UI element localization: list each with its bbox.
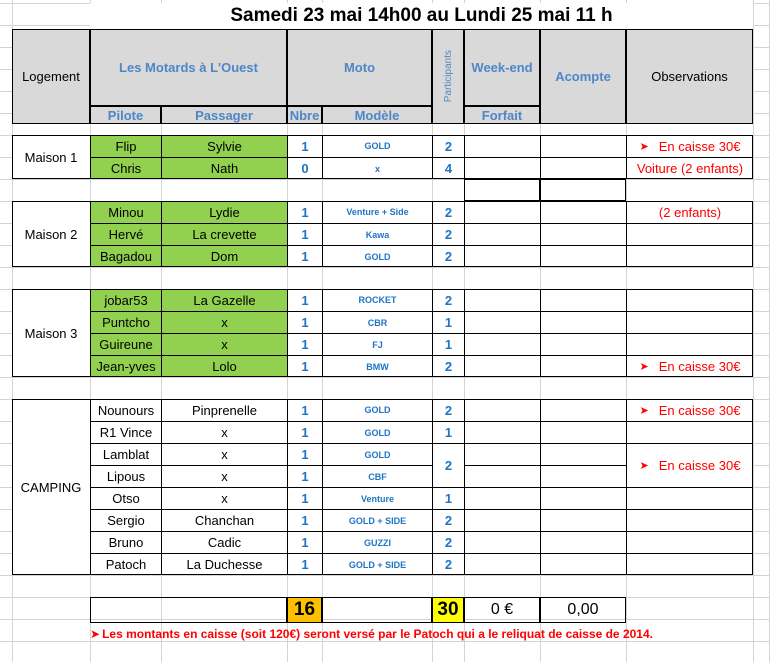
cell-passager[interactable]: x: [161, 311, 287, 333]
cell-pilote[interactable]: Guireune: [90, 333, 161, 355]
cell-pilote[interactable]: Bagadou: [90, 245, 161, 267]
cell-pilote[interactable]: Bruno: [90, 531, 161, 553]
cell-weekend[interactable]: [464, 157, 540, 179]
cell-acompte[interactable]: [540, 289, 626, 311]
cell-weekend[interactable]: [464, 355, 540, 377]
group-name[interactable]: Maison 2: [24, 226, 78, 242]
cell-weekend[interactable]: [464, 135, 540, 157]
cell-observations[interactable]: [626, 487, 753, 509]
cell-acompte[interactable]: [540, 443, 626, 465]
total-acompte[interactable]: 0,00: [540, 597, 626, 623]
cell-acompte[interactable]: [540, 355, 626, 377]
cell-observations[interactable]: [626, 223, 753, 245]
sheet-title[interactable]: Samedi 23 mai 14h00 au Lundi 25 mai 11 h: [90, 3, 753, 29]
cell-nbre[interactable]: 1: [287, 245, 322, 267]
cell-pilote[interactable]: Minou: [90, 201, 161, 223]
cell-participants[interactable]: 2: [432, 201, 464, 223]
cell-pilote[interactable]: Sergio: [90, 509, 161, 531]
cell-pilote[interactable]: Flip: [90, 135, 161, 157]
cell-participants[interactable]: 2: [432, 553, 464, 575]
cell-acompte[interactable]: [540, 201, 626, 223]
cell-nbre[interactable]: 1: [287, 487, 322, 509]
header-participants[interactable]: [432, 29, 464, 124]
cell-modele[interactable]: GOLD: [322, 421, 432, 443]
cell-passager[interactable]: Cadic: [161, 531, 287, 553]
cell-participants[interactable]: 1: [432, 487, 464, 509]
cell-observations-merged[interactable]: [626, 443, 753, 487]
cell-passager[interactable]: Pinprenelle: [161, 399, 287, 421]
cell-observations[interactable]: [626, 157, 753, 179]
cell-acompte[interactable]: [540, 531, 626, 553]
cell-acompte[interactable]: [540, 333, 626, 355]
cell-weekend[interactable]: [464, 487, 540, 509]
cell-pilote[interactable]: Chris: [90, 157, 161, 179]
cell-acompte[interactable]: [540, 245, 626, 267]
observation-text: En caisse 30€: [658, 359, 741, 374]
cell-pilote[interactable]: Patoch: [90, 553, 161, 575]
observation-text: En caisse 30€: [658, 402, 741, 418]
cell-nbre[interactable]: 1: [287, 443, 322, 465]
cell-passager[interactable]: La Gazelle: [161, 289, 287, 311]
group-name[interactable]: Maison 3: [24, 325, 78, 341]
cell-weekend[interactable]: [464, 201, 540, 223]
cell-passager[interactable]: Nath: [161, 157, 287, 179]
cell-acompte[interactable]: [540, 421, 626, 443]
total-spacer[interactable]: [322, 597, 432, 623]
cell-observations[interactable]: [626, 201, 753, 223]
header-acompte[interactable]: Acompte: [540, 29, 626, 124]
cell-empty[interactable]: [464, 179, 540, 201]
cell-nbre[interactable]: 1: [287, 311, 322, 333]
observation-text: Voiture (2 enfants): [636, 161, 744, 176]
cell-pilote[interactable]: Nounours: [90, 399, 161, 421]
cell-nbre[interactable]: 1: [287, 201, 322, 223]
header-moto[interactable]: Moto: [287, 29, 432, 106]
cell-nbre[interactable]: 1: [287, 135, 322, 157]
header-nbre[interactable]: Nbre: [287, 106, 322, 124]
cell-nbre[interactable]: 1: [287, 223, 322, 245]
header-modele[interactable]: Modèle: [322, 106, 432, 124]
cell-modele[interactable]: GOLD: [322, 245, 432, 267]
group-name[interactable]: CAMPING: [20, 479, 82, 495]
header-group[interactable]: Les Motards à L'Ouest: [90, 29, 287, 106]
cell-observations[interactable]: [626, 553, 753, 575]
cell-acompte[interactable]: [540, 311, 626, 333]
footnote[interactable]: [90, 624, 770, 644]
cell-modele[interactable]: Venture + Side: [322, 201, 432, 223]
total-nbre[interactable]: 16: [287, 597, 322, 623]
cell-observations[interactable]: [626, 333, 753, 355]
cell-modele[interactable]: GUZZI: [322, 531, 432, 553]
cell-acompte[interactable]: [540, 553, 626, 575]
cell-weekend[interactable]: [464, 289, 540, 311]
cell-passager[interactable]: x: [161, 421, 287, 443]
cell-observations[interactable]: [626, 311, 753, 333]
cell-modele[interactable]: BMW: [322, 355, 432, 377]
footnote-text: Les montants en caisse (soit 120€) seront versé par le Patoch qui a le reliquat de caisse de 2014.: [102, 627, 653, 641]
total-spacer[interactable]: [90, 597, 287, 623]
cell-modele[interactable]: ROCKET: [322, 289, 432, 311]
cell-participants[interactable]: 2: [432, 245, 464, 267]
cell-participants[interactable]: 1: [432, 333, 464, 355]
cell-pilote[interactable]: Lamblat: [90, 443, 161, 465]
cell-observations[interactable]: [626, 421, 753, 443]
cell-acompte[interactable]: [540, 157, 626, 179]
cell-modele[interactable]: x: [322, 157, 432, 179]
cell-observations[interactable]: [626, 509, 753, 531]
arrow-icon: ➤: [639, 404, 649, 417]
header-logement[interactable]: Logement: [12, 29, 90, 124]
cell-passager[interactable]: Chanchan: [161, 509, 287, 531]
cell-modele[interactable]: Venture: [322, 487, 432, 509]
cell-pilote[interactable]: Lipous: [90, 465, 161, 487]
cell-modele[interactable]: GOLD + SIDE: [322, 553, 432, 575]
cell-participants[interactable]: 2: [432, 355, 464, 377]
header-weekend[interactable]: Week-end: [464, 29, 540, 106]
header-participants-label: Participants: [442, 50, 454, 103]
cell-participants[interactable]: 4: [432, 157, 464, 179]
arrow-icon: ➤: [90, 627, 101, 641]
observation-text: (2 enfants): [658, 204, 722, 220]
cell-pilote[interactable]: Hervé: [90, 223, 161, 245]
grid-line: [0, 267, 770, 268]
cell-observations[interactable]: [626, 245, 753, 267]
cell-acompte[interactable]: [540, 465, 626, 487]
arrow-icon: ➤: [639, 361, 649, 373]
arrow-icon: ➤: [639, 460, 649, 472]
cell-observations[interactable]: [626, 289, 753, 311]
cell-participants[interactable]: 2: [432, 399, 464, 421]
cell-participants[interactable]: 1: [432, 311, 464, 333]
total-weekend[interactable]: 0 €: [464, 597, 540, 623]
cell-modele[interactable]: GOLD: [322, 135, 432, 157]
total-participants[interactable]: 30: [432, 597, 464, 623]
cell-participants[interactable]: 2: [432, 223, 464, 245]
cell-nbre[interactable]: 1: [287, 465, 322, 487]
cell-passager[interactable]: La Duchesse: [161, 553, 287, 575]
cell-modele[interactable]: GOLD: [322, 399, 432, 421]
cell-modele[interactable]: FJ: [322, 333, 432, 355]
cell-weekend[interactable]: [464, 333, 540, 355]
cell-acompte[interactable]: [540, 399, 626, 421]
grid-line: [0, 179, 770, 180]
cell-acompte[interactable]: [540, 509, 626, 531]
cell-weekend[interactable]: [464, 553, 540, 575]
header-pilote[interactable]: Pilote: [90, 106, 161, 124]
cell-modele[interactable]: CBF: [322, 465, 432, 487]
cell-participants[interactable]: 2: [432, 531, 464, 553]
cell-weekend[interactable]: [464, 245, 540, 267]
cell-acompte[interactable]: [540, 223, 626, 245]
cell-weekend[interactable]: [464, 531, 540, 553]
cell-pilote[interactable]: R1 Vince: [90, 421, 161, 443]
cell-weekend[interactable]: [464, 311, 540, 333]
header-forfait[interactable]: Forfait: [464, 106, 540, 124]
cell-passager[interactable]: Sylvie: [161, 135, 287, 157]
cell-pilote[interactable]: Puntcho: [90, 311, 161, 333]
cell-passager[interactable]: La crevette: [161, 223, 287, 245]
arrow-icon: ➤: [639, 140, 649, 153]
cell-acompte[interactable]: [540, 487, 626, 509]
cell-weekend[interactable]: [464, 399, 540, 421]
cell-passager[interactable]: x: [161, 487, 287, 509]
group-name[interactable]: Maison 1: [24, 149, 78, 165]
grid-line: [0, 377, 770, 378]
cell-acompte[interactable]: [540, 135, 626, 157]
cell-modele[interactable]: GOLD: [322, 443, 432, 465]
cell-empty[interactable]: [540, 179, 626, 201]
cell-nbre[interactable]: 1: [287, 399, 322, 421]
cell-observations[interactable]: [626, 399, 753, 421]
cell-participants[interactable]: 2: [432, 289, 464, 311]
cell-weekend[interactable]: [464, 443, 540, 465]
cell-observations[interactable]: [626, 355, 753, 377]
cell-nbre[interactable]: 0: [287, 157, 322, 179]
cell-observations[interactable]: [626, 135, 753, 157]
cell-modele[interactable]: Kawa: [322, 223, 432, 245]
cell-nbre[interactable]: 1: [287, 333, 322, 355]
cell-pilote[interactable]: Otso: [90, 487, 161, 509]
cell-modele[interactable]: GOLD + SIDE: [322, 509, 432, 531]
cell-modele[interactable]: CBR: [322, 311, 432, 333]
cell-participants[interactable]: 2: [432, 135, 464, 157]
cell-pilote[interactable]: jobar53: [90, 289, 161, 311]
header-observations[interactable]: Observations: [626, 29, 753, 124]
cell-passager[interactable]: Lydie: [161, 201, 287, 223]
cell-weekend[interactable]: [464, 223, 540, 245]
cell-pilote[interactable]: Jean-yves: [90, 355, 161, 377]
header-passager[interactable]: Passager: [161, 106, 287, 124]
cell-observations[interactable]: [626, 531, 753, 553]
cell-participants-merged[interactable]: 2: [432, 443, 464, 487]
cell-nbre[interactable]: 1: [287, 531, 322, 553]
cell-weekend[interactable]: [464, 465, 540, 487]
cell-passager[interactable]: Dom: [161, 245, 287, 267]
cell-nbre[interactable]: 1: [287, 553, 322, 575]
cell-nbre[interactable]: 1: [287, 289, 322, 311]
cell-participants[interactable]: 2: [432, 509, 464, 531]
observation-text: En caisse 30€: [658, 138, 741, 154]
cell-participants[interactable]: 1: [432, 421, 464, 443]
cell-nbre[interactable]: 1: [287, 355, 322, 377]
cell-weekend[interactable]: [464, 421, 540, 443]
cell-nbre[interactable]: 1: [287, 421, 322, 443]
cell-passager[interactable]: x: [161, 465, 287, 487]
cell-weekend[interactable]: [464, 509, 540, 531]
grid-line: [753, 0, 754, 662]
cell-passager[interactable]: x: [161, 443, 287, 465]
cell-nbre[interactable]: 1: [287, 509, 322, 531]
cell-passager[interactable]: x: [161, 333, 287, 355]
cell-passager[interactable]: Lolo: [161, 355, 287, 377]
grid-line: [0, 575, 770, 576]
observation-text: En caisse 30€: [658, 458, 741, 473]
